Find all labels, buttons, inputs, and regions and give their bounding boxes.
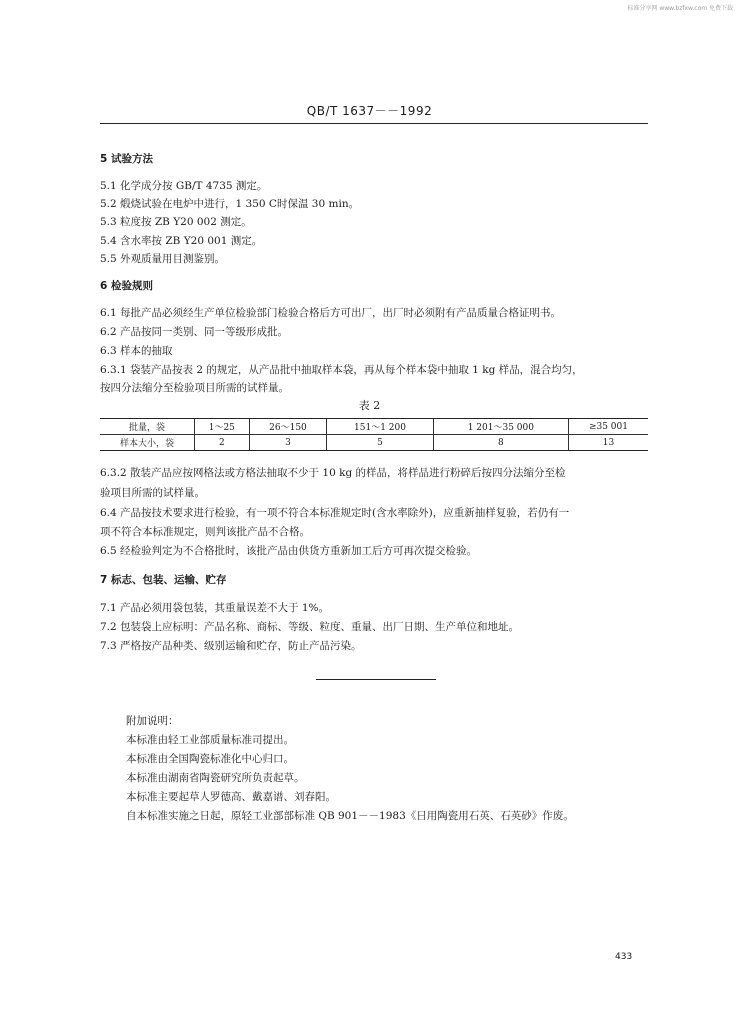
note-line: 本标准由轻工业部质量标准司提出。: [126, 734, 294, 746]
note-line: 本标准主要起草人罗德高、戴嘉谱、刘春阳。: [126, 791, 336, 803]
clause-5-4: 5.4 含水率按 ZB Y20 001 测定。: [100, 235, 263, 247]
watermark-text: 标准分享网 www.bzfxw.com 免费下载: [627, 5, 733, 12]
table-cell: 5: [327, 435, 433, 451]
clause-6-3-2: 6.3.2 散装产品应按网格法或方格法抽取不少于 10 kg 的样品，将样品进行粉碎后按四分法缩分至检: [100, 467, 566, 479]
table-cell: 8: [433, 435, 568, 451]
table-row-header: 批量，袋: [100, 419, 195, 435]
table-row-header: 样本大小，袋: [100, 435, 195, 451]
clause-7-2: 7.2 包装袋上应标明：产品名称、商标、等级、粒度、重量、出厂日期、生产单位和地址。: [100, 621, 520, 633]
clause-6-3: 6.3 样本的抽取: [100, 345, 173, 357]
note-line: 本标准由全国陶瓷标准化中心归口。: [126, 753, 294, 765]
clause-6-2: 6.2 产品按同一类别、同一等级形成批。: [100, 326, 289, 338]
table-2: [100, 418, 648, 451]
header-rule: [100, 123, 648, 124]
clause-5-1: 5.1 化学成分按 GB/T 4735 测定。: [100, 180, 268, 192]
table-row-sample: [100, 435, 648, 451]
clause-6-1: 6.1 每批产品必须经生产单位检验部门检验合格后方可出厂，出厂时必须附有产品质量合格证明书。: [100, 307, 562, 319]
clause-6-4: 6.4 产品按技术要求进行检验，有一项不符合本标准规定时(含水率除外)，应重新抽样复验，若仍有一: [100, 507, 570, 519]
clause-5-2: 5.2 煅烧试验在电炉中进行，1 350 C时保温 30 min。: [100, 198, 360, 210]
standard-code-header: QB/T 1637－－1992: [306, 104, 433, 118]
table-2-caption: 表 2: [358, 399, 381, 412]
table-cell: 3: [249, 435, 327, 451]
table-cell: 26～150: [249, 419, 327, 435]
note-line: 本标准由湖南省陶瓷研究所负责起草。: [126, 772, 305, 784]
note-line: 自本标准实施之日起，原轻工业部部标准 QB 901－－1983《日用陶瓷用石英、石英砂》作废。: [126, 810, 574, 822]
table-cell: 151～1 200: [327, 419, 433, 435]
table-cell: 2: [195, 435, 250, 451]
clause-6-5: 6.5 经检验判定为不合格批时，该批产品由供货方重新加工后方可再次提交检验。: [100, 545, 478, 557]
clause-6-3-1: 6.3.1 袋装产品按表 2 的规定，从产品批中抽取样本袋，再从每个样本袋中抽取 1 kg 样品，混合均匀，: [100, 364, 583, 376]
clause-6-4-cont: 项不符合本标准规定，则判该批产品不合格。: [100, 526, 310, 538]
table-cell: 1～25: [195, 419, 250, 435]
end-of-text-rule: [316, 679, 436, 680]
page-number: 433: [615, 952, 633, 962]
table-cell: 13: [568, 435, 648, 451]
clause-7-3: 7.3 严格按产品种类、级别运输和贮存，防止产品污染。: [100, 640, 362, 652]
section-5-title: 5 试验方法: [100, 153, 153, 165]
table-cell: ≥35 001: [568, 419, 648, 435]
clause-7-1: 7.1 产品必须用袋包装，其重量误差不大于 1%。: [100, 602, 330, 614]
section-6-title: 6 检验规则: [100, 280, 153, 292]
table-row-batch: [100, 419, 648, 435]
clause-6-3-2-cont: 验项目所需的试样量。: [100, 487, 205, 499]
notes-title: 附加说明：: [126, 715, 179, 727]
clause-5-3: 5.3 粒度按 ZB Y20 002 测定。: [100, 216, 252, 228]
clause-6-3-1-cont: 按四分法缩分至检验项目所需的试样量。: [100, 382, 289, 394]
clause-5-5: 5.5 外观质量用目测鉴别。: [100, 253, 226, 265]
table-cell: 1 201～35 000: [433, 419, 568, 435]
section-7-title: 7 标志、包装、运输、贮存: [100, 574, 227, 586]
